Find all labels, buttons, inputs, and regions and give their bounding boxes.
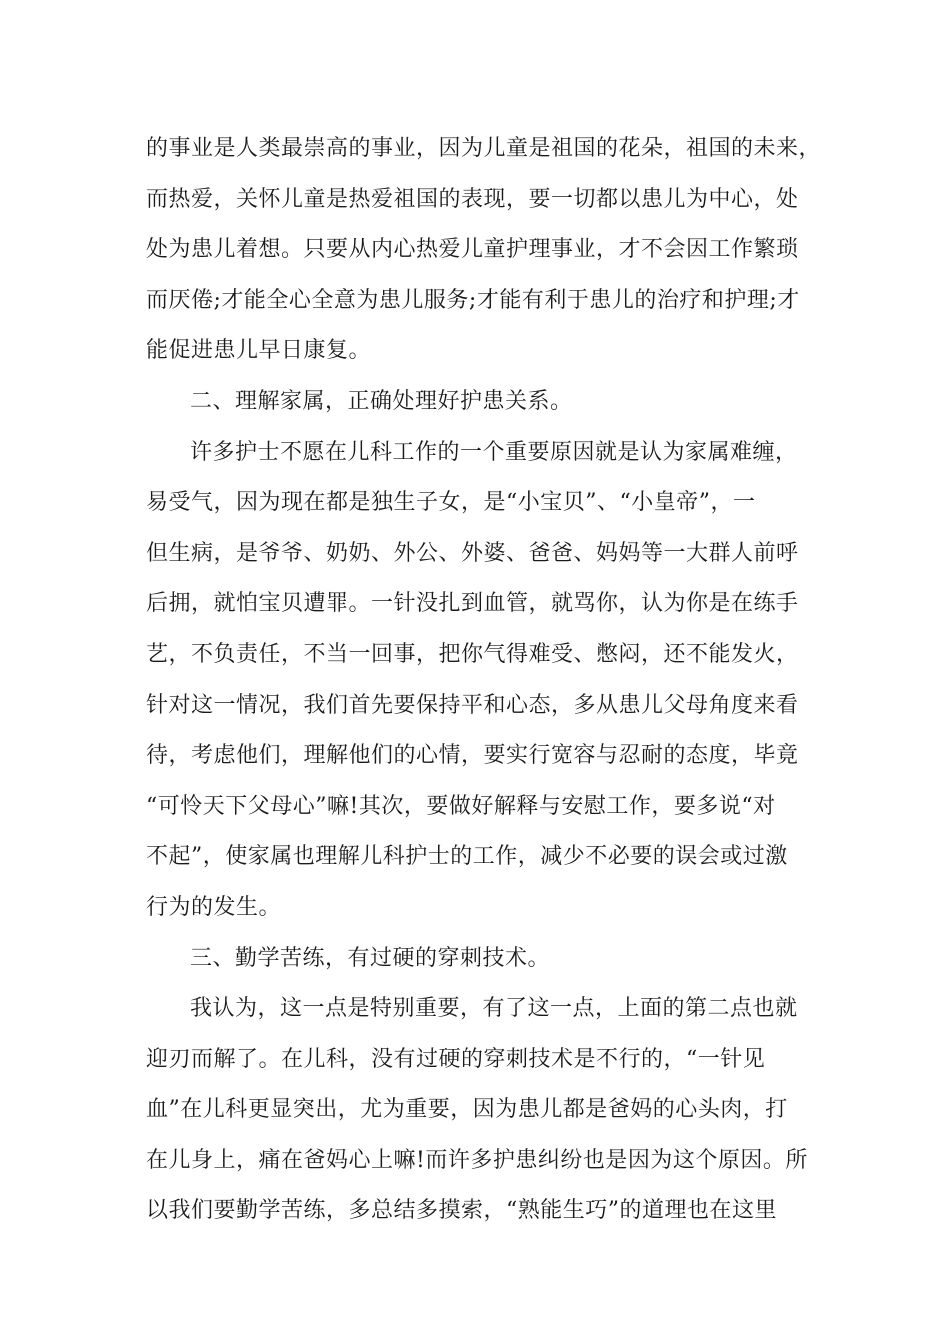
text-line: 处为患儿着想。只要从内心热爱儿童护理事业，才不会因工作繁琐 xyxy=(146,237,799,263)
text-line: 以我们要勤学苦练，多总结多摸索，“熟能生巧”的道理也在这里 xyxy=(146,1198,777,1224)
text-line: 能促进患儿早日康复。 xyxy=(146,338,372,364)
document-body xyxy=(146,124,836,1237)
text-line: 二、理解家属，正确处理好护患关系。 xyxy=(190,388,573,414)
text-line: 不起”，使家属也理解儿科护士的工作，减少不必要的误会或过激 xyxy=(146,844,788,870)
text-line: 血”在儿科更显突出，尤为重要，因为患儿都是爸妈的心头肉，打 xyxy=(146,1097,788,1123)
text-line: 迎刃而解了。在儿科，没有过硬的穿刺技术是不行的，“一针见 xyxy=(146,1046,766,1072)
text-line: 待，考虑他们，理解他们的心情，要实行宽容与忍耐的态度，毕竟 xyxy=(146,743,799,769)
text-line: 但生病，是爷爷、奶奶、外公、外婆、爸爸、妈妈等一大群人前呼 xyxy=(146,540,799,566)
text-line: 艺，不负责任，不当一回事，把你气得难受、憋闷，还不能发火， xyxy=(146,641,799,667)
text-line: 针对这一情况，我们首先要保持平和心态，多从患儿父母角度来看 xyxy=(146,692,799,718)
text-line: “可怜天下父母心”嘛!其次，要做好解释与安慰工作，要多说“对 xyxy=(146,793,776,819)
text-line: 而热爱，关怀儿童是热爱祖国的表现，要一切都以患儿为中心，处 xyxy=(146,186,799,212)
text-line: 许多护士不愿在儿科工作的一个重要原因就是认为家属难缠， xyxy=(190,439,798,465)
text-line: 三、勤学苦练，有过硬的穿刺技术。 xyxy=(190,945,551,971)
text-line: 易受气，因为现在都是独生子女，是“小宝贝”、“小皇帝”，一 xyxy=(146,490,756,516)
text-line: 的事业是人类最崇高的事业，因为儿童是祖国的花朵，祖国的未来， xyxy=(146,136,822,161)
text-line: 行为的发生。 xyxy=(146,894,282,920)
text-line: 而厌倦;才能全心全意为患儿服务;才能有利于患儿的治疗和护理;才 xyxy=(146,287,800,313)
text-line: 在儿身上，痛在爸妈心上嘛!而许多护患纠纷也是因为这个原因。所 xyxy=(146,1147,808,1173)
text-line: 后拥，就怕宝贝遭罪。一针没扎到血管，就骂你，认为你是在练手 xyxy=(146,591,799,617)
text-line: 我认为，这一点是特别重要，有了这一点，上面的第二点也就 xyxy=(190,996,798,1022)
